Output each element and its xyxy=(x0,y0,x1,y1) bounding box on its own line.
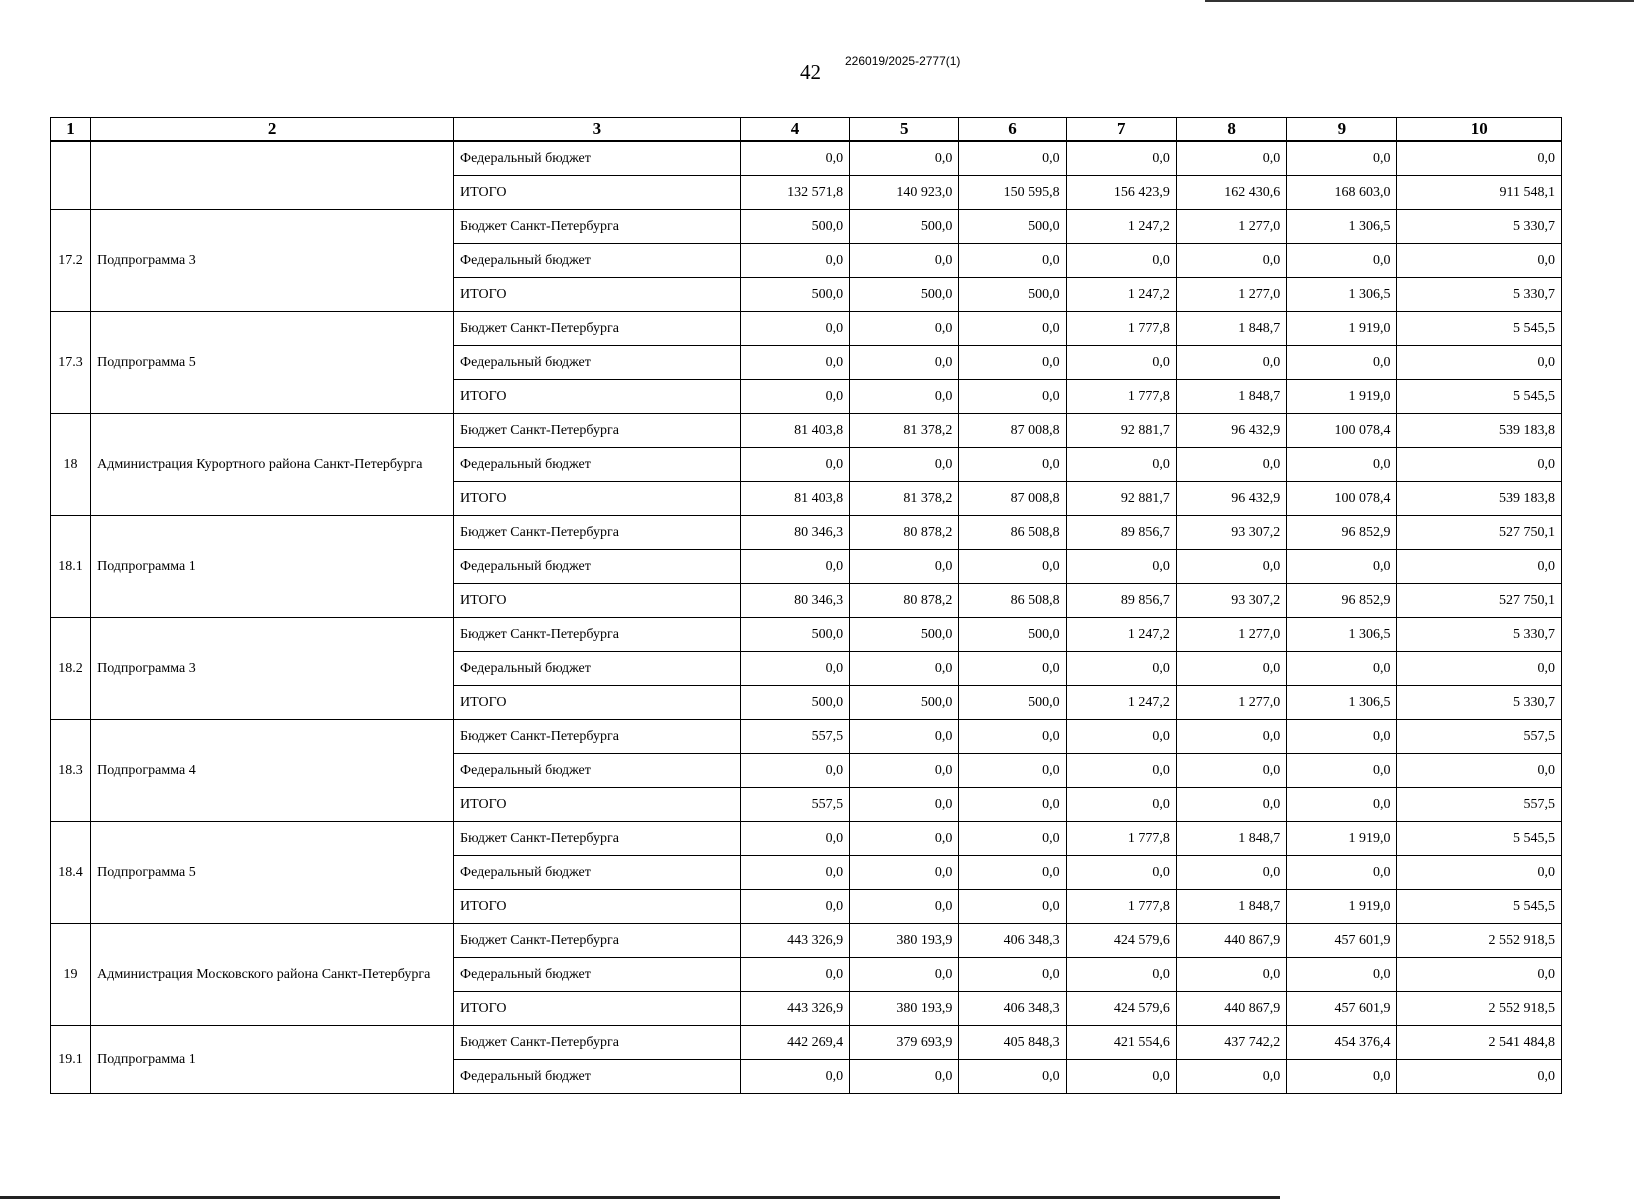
document-id: 226019/2025-2777(1) xyxy=(845,54,961,68)
funding-source: ИТОГО xyxy=(454,788,741,822)
amount-cell: 0,0 xyxy=(1176,550,1286,584)
amount-cell: 0,0 xyxy=(1066,958,1176,992)
funding-source: Бюджет Санкт-Петербурга xyxy=(454,822,741,856)
amount-cell: 0,0 xyxy=(1287,720,1397,754)
amount-cell: 500,0 xyxy=(850,618,959,652)
amount-cell: 0,0 xyxy=(850,652,959,686)
funding-source: Бюджет Санкт-Петербурга xyxy=(454,1026,741,1060)
amount-cell: 0,0 xyxy=(1066,788,1176,822)
amount-cell: 1 306,5 xyxy=(1287,210,1397,244)
amount-cell: 0,0 xyxy=(1287,652,1397,686)
table-row xyxy=(51,312,1562,346)
table-row xyxy=(51,618,1562,652)
amount-cell: 539 183,8 xyxy=(1397,482,1562,516)
amount-cell: 0,0 xyxy=(1066,720,1176,754)
funding-source: ИТОГО xyxy=(454,890,741,924)
amount-cell: 0,0 xyxy=(1176,1060,1286,1094)
amount-cell: 0,0 xyxy=(1287,346,1397,380)
amount-cell: 1 306,5 xyxy=(1287,686,1397,720)
amount-cell: 1 306,5 xyxy=(1287,278,1397,312)
amount-cell: 500,0 xyxy=(850,278,959,312)
row-code: 19 xyxy=(51,924,91,1026)
amount-cell: 500,0 xyxy=(959,618,1066,652)
amount-cell: 539 183,8 xyxy=(1397,414,1562,448)
amount-cell: 0,0 xyxy=(850,890,959,924)
amount-cell: 81 403,8 xyxy=(740,414,849,448)
amount-cell: 0,0 xyxy=(740,652,849,686)
funding-source: Федеральный бюджет xyxy=(454,141,741,176)
amount-cell: 557,5 xyxy=(740,720,849,754)
amount-cell: 2 552 918,5 xyxy=(1397,924,1562,958)
amount-cell: 379 693,9 xyxy=(850,1026,959,1060)
row-code: 18.3 xyxy=(51,720,91,822)
amount-cell: 0,0 xyxy=(1397,346,1562,380)
amount-cell: 406 348,3 xyxy=(959,924,1066,958)
amount-cell: 0,0 xyxy=(1066,448,1176,482)
amount-cell: 93 307,2 xyxy=(1176,516,1286,550)
amount-cell: 500,0 xyxy=(850,686,959,720)
budget-table xyxy=(50,117,1562,1094)
amount-cell: 500,0 xyxy=(959,210,1066,244)
amount-cell: 0,0 xyxy=(959,550,1066,584)
amount-cell: 1 919,0 xyxy=(1287,312,1397,346)
amount-cell: 80 878,2 xyxy=(850,516,959,550)
amount-cell: 1 277,0 xyxy=(1176,210,1286,244)
amount-cell: 1 247,2 xyxy=(1066,686,1176,720)
amount-cell: 156 423,9 xyxy=(1066,176,1176,210)
amount-cell: 0,0 xyxy=(959,958,1066,992)
amount-cell: 0,0 xyxy=(740,312,849,346)
amount-cell: 1 919,0 xyxy=(1287,380,1397,414)
amount-cell: 457 601,9 xyxy=(1287,992,1397,1026)
column-header: 7 xyxy=(1066,118,1176,142)
amount-cell: 1 777,8 xyxy=(1066,822,1176,856)
amount-cell: 80 346,3 xyxy=(740,584,849,618)
amount-cell: 0,0 xyxy=(1287,856,1397,890)
amount-cell: 168 603,0 xyxy=(1287,176,1397,210)
amount-cell: 1 777,8 xyxy=(1066,890,1176,924)
column-header: 6 xyxy=(959,118,1066,142)
amount-cell: 500,0 xyxy=(959,278,1066,312)
amount-cell: 0,0 xyxy=(740,822,849,856)
amount-cell: 500,0 xyxy=(850,210,959,244)
funding-source: Федеральный бюджет xyxy=(454,856,741,890)
row-code xyxy=(51,141,91,210)
amount-cell: 89 856,7 xyxy=(1066,516,1176,550)
amount-cell: 5 330,7 xyxy=(1397,278,1562,312)
amount-cell: 0,0 xyxy=(1287,788,1397,822)
row-name: Подпрограмма 5 xyxy=(91,312,454,414)
amount-cell: 100 078,4 xyxy=(1287,414,1397,448)
amount-cell: 1 919,0 xyxy=(1287,890,1397,924)
amount-cell: 0,0 xyxy=(1287,1060,1397,1094)
funding-source: Федеральный бюджет xyxy=(454,448,741,482)
amount-cell: 0,0 xyxy=(1066,856,1176,890)
amount-cell: 0,0 xyxy=(1066,652,1176,686)
amount-cell: 424 579,6 xyxy=(1066,992,1176,1026)
amount-cell: 81 378,2 xyxy=(850,482,959,516)
amount-cell: 0,0 xyxy=(1397,141,1562,176)
amount-cell: 406 348,3 xyxy=(959,992,1066,1026)
amount-cell: 1 777,8 xyxy=(1066,312,1176,346)
amount-cell: 424 579,6 xyxy=(1066,924,1176,958)
amount-cell: 2 552 918,5 xyxy=(1397,992,1562,1026)
amount-cell: 0,0 xyxy=(1287,550,1397,584)
amount-cell: 132 571,8 xyxy=(740,176,849,210)
amount-cell: 1 277,0 xyxy=(1176,686,1286,720)
amount-cell: 1 277,0 xyxy=(1176,618,1286,652)
amount-cell: 1 919,0 xyxy=(1287,822,1397,856)
amount-cell: 0,0 xyxy=(740,890,849,924)
amount-cell: 96 852,9 xyxy=(1287,584,1397,618)
amount-cell: 0,0 xyxy=(959,312,1066,346)
amount-cell: 0,0 xyxy=(850,788,959,822)
amount-cell: 0,0 xyxy=(1066,550,1176,584)
amount-cell: 0,0 xyxy=(740,141,849,176)
amount-cell: 0,0 xyxy=(850,312,959,346)
amount-cell: 1 848,7 xyxy=(1176,822,1286,856)
funding-source: ИТОГО xyxy=(454,380,741,414)
amount-cell: 500,0 xyxy=(959,686,1066,720)
amount-cell: 0,0 xyxy=(959,890,1066,924)
amount-cell: 0,0 xyxy=(740,754,849,788)
funding-source: ИТОГО xyxy=(454,176,741,210)
amount-cell: 0,0 xyxy=(1176,788,1286,822)
amount-cell: 0,0 xyxy=(1176,856,1286,890)
amount-cell: 0,0 xyxy=(959,346,1066,380)
amount-cell: 440 867,9 xyxy=(1176,924,1286,958)
funding-source: ИТОГО xyxy=(454,992,741,1026)
amount-cell: 2 541 484,8 xyxy=(1397,1026,1562,1060)
amount-cell: 86 508,8 xyxy=(959,516,1066,550)
table-row xyxy=(51,516,1562,550)
amount-cell: 437 742,2 xyxy=(1176,1026,1286,1060)
amount-cell: 87 008,8 xyxy=(959,414,1066,448)
funding-source: Бюджет Санкт-Петербурга xyxy=(454,720,741,754)
amount-cell: 380 193,9 xyxy=(850,924,959,958)
amount-cell: 96 432,9 xyxy=(1176,414,1286,448)
funding-source: Федеральный бюджет xyxy=(454,652,741,686)
table-row xyxy=(51,1026,1562,1060)
amount-cell: 0,0 xyxy=(959,856,1066,890)
amount-cell: 0,0 xyxy=(740,1060,849,1094)
amount-cell: 0,0 xyxy=(959,244,1066,278)
funding-source: Федеральный бюджет xyxy=(454,754,741,788)
amount-cell: 89 856,7 xyxy=(1066,584,1176,618)
amount-cell: 0,0 xyxy=(850,346,959,380)
column-header: 3 xyxy=(454,118,741,142)
row-code: 17.2 xyxy=(51,210,91,312)
amount-cell: 380 193,9 xyxy=(850,992,959,1026)
table-row xyxy=(51,210,1562,244)
table-row xyxy=(51,141,1562,176)
amount-cell: 5 545,5 xyxy=(1397,822,1562,856)
row-code: 18.1 xyxy=(51,516,91,618)
amount-cell: 500,0 xyxy=(740,278,849,312)
table-body xyxy=(51,141,1562,1094)
amount-cell: 5 330,7 xyxy=(1397,210,1562,244)
funding-source: Федеральный бюджет xyxy=(454,244,741,278)
amount-cell: 443 326,9 xyxy=(740,924,849,958)
amount-cell: 443 326,9 xyxy=(740,992,849,1026)
funding-source: Бюджет Санкт-Петербурга xyxy=(454,312,741,346)
amount-cell: 5 545,5 xyxy=(1397,380,1562,414)
amount-cell: 5 330,7 xyxy=(1397,618,1562,652)
amount-cell: 0,0 xyxy=(959,788,1066,822)
funding-source: Федеральный бюджет xyxy=(454,958,741,992)
amount-cell: 527 750,1 xyxy=(1397,584,1562,618)
table-row xyxy=(51,720,1562,754)
amount-cell: 440 867,9 xyxy=(1176,992,1286,1026)
amount-cell: 557,5 xyxy=(1397,788,1562,822)
amount-cell: 0,0 xyxy=(850,958,959,992)
amount-cell: 500,0 xyxy=(740,618,849,652)
row-code: 17.3 xyxy=(51,312,91,414)
column-header: 1 xyxy=(51,118,91,142)
amount-cell: 0,0 xyxy=(1176,346,1286,380)
amount-cell: 93 307,2 xyxy=(1176,584,1286,618)
amount-cell: 92 881,7 xyxy=(1066,414,1176,448)
amount-cell: 0,0 xyxy=(850,720,959,754)
amount-cell: 0,0 xyxy=(1176,448,1286,482)
amount-cell: 0,0 xyxy=(959,754,1066,788)
amount-cell: 457 601,9 xyxy=(1287,924,1397,958)
table-header xyxy=(51,118,1562,142)
amount-cell: 0,0 xyxy=(1066,141,1176,176)
row-name: Подпрограмма 1 xyxy=(91,1026,454,1094)
amount-cell: 1 247,2 xyxy=(1066,210,1176,244)
amount-cell: 0,0 xyxy=(1397,652,1562,686)
row-name: Подпрограмма 4 xyxy=(91,720,454,822)
amount-cell: 0,0 xyxy=(740,448,849,482)
column-header: 8 xyxy=(1176,118,1286,142)
amount-cell: 0,0 xyxy=(1397,1060,1562,1094)
row-name xyxy=(91,141,454,210)
amount-cell: 0,0 xyxy=(850,550,959,584)
amount-cell: 0,0 xyxy=(1287,141,1397,176)
table-row xyxy=(51,924,1562,958)
amount-cell: 1 848,7 xyxy=(1176,312,1286,346)
amount-cell: 80 878,2 xyxy=(850,584,959,618)
amount-cell: 1 247,2 xyxy=(1066,278,1176,312)
amount-cell: 92 881,7 xyxy=(1066,482,1176,516)
amount-cell: 80 346,3 xyxy=(740,516,849,550)
amount-cell: 86 508,8 xyxy=(959,584,1066,618)
amount-cell: 0,0 xyxy=(850,822,959,856)
amount-cell: 5 330,7 xyxy=(1397,686,1562,720)
funding-source: Бюджет Санкт-Петербурга xyxy=(454,618,741,652)
amount-cell: 0,0 xyxy=(1176,141,1286,176)
funding-source: Бюджет Санкт-Петербурга xyxy=(454,414,741,448)
amount-cell: 0,0 xyxy=(959,1060,1066,1094)
amount-cell: 96 432,9 xyxy=(1176,482,1286,516)
amount-cell: 0,0 xyxy=(740,550,849,584)
row-code: 18.2 xyxy=(51,618,91,720)
row-code: 18.4 xyxy=(51,822,91,924)
amount-cell: 0,0 xyxy=(959,720,1066,754)
amount-cell: 0,0 xyxy=(1176,958,1286,992)
header-row xyxy=(51,118,1562,142)
amount-cell: 0,0 xyxy=(740,958,849,992)
amount-cell: 1 247,2 xyxy=(1066,618,1176,652)
amount-cell: 0,0 xyxy=(1066,346,1176,380)
column-header: 9 xyxy=(1287,118,1397,142)
row-name: Администрация Курортного района Санкт-Петербурга xyxy=(91,414,454,516)
amount-cell: 0,0 xyxy=(850,448,959,482)
amount-cell: 557,5 xyxy=(740,788,849,822)
amount-cell: 0,0 xyxy=(1287,244,1397,278)
funding-source: Бюджет Санкт-Петербурга xyxy=(454,924,741,958)
amount-cell: 0,0 xyxy=(1176,720,1286,754)
amount-cell: 5 545,5 xyxy=(1397,890,1562,924)
amount-cell: 500,0 xyxy=(740,210,849,244)
amount-cell: 0,0 xyxy=(740,856,849,890)
amount-cell: 0,0 xyxy=(1176,754,1286,788)
row-name: Подпрограмма 1 xyxy=(91,516,454,618)
amount-cell: 1 306,5 xyxy=(1287,618,1397,652)
table-row xyxy=(51,414,1562,448)
amount-cell: 0,0 xyxy=(1397,244,1562,278)
amount-cell: 0,0 xyxy=(740,244,849,278)
amount-cell: 5 545,5 xyxy=(1397,312,1562,346)
row-name: Подпрограмма 3 xyxy=(91,618,454,720)
bottom-scan-rule xyxy=(0,1196,1280,1199)
column-header: 4 xyxy=(740,118,849,142)
amount-cell: 96 852,9 xyxy=(1287,516,1397,550)
amount-cell: 0,0 xyxy=(740,346,849,380)
amount-cell: 1 277,0 xyxy=(1176,278,1286,312)
amount-cell: 100 078,4 xyxy=(1287,482,1397,516)
amount-cell: 0,0 xyxy=(1397,958,1562,992)
row-code: 18 xyxy=(51,414,91,516)
amount-cell: 1 777,8 xyxy=(1066,380,1176,414)
row-code: 19.1 xyxy=(51,1026,91,1094)
page-number: 42 xyxy=(800,60,821,84)
funding-source: ИТОГО xyxy=(454,482,741,516)
amount-cell: 0,0 xyxy=(959,652,1066,686)
amount-cell: 0,0 xyxy=(1287,754,1397,788)
amount-cell: 0,0 xyxy=(850,1060,959,1094)
amount-cell: 0,0 xyxy=(1066,244,1176,278)
amount-cell: 0,0 xyxy=(1287,958,1397,992)
amount-cell: 150 595,8 xyxy=(959,176,1066,210)
amount-cell: 0,0 xyxy=(1397,550,1562,584)
amount-cell: 911 548,1 xyxy=(1397,176,1562,210)
amount-cell: 140 923,0 xyxy=(850,176,959,210)
top-scan-rule xyxy=(1205,0,1634,2)
amount-cell: 0,0 xyxy=(1287,448,1397,482)
amount-cell: 0,0 xyxy=(850,141,959,176)
amount-cell: 0,0 xyxy=(1397,856,1562,890)
amount-cell: 162 430,6 xyxy=(1176,176,1286,210)
column-header: 10 xyxy=(1397,118,1562,142)
row-name: Подпрограмма 5 xyxy=(91,822,454,924)
amount-cell: 0,0 xyxy=(1397,754,1562,788)
amount-cell: 527 750,1 xyxy=(1397,516,1562,550)
amount-cell: 81 403,8 xyxy=(740,482,849,516)
amount-cell: 0,0 xyxy=(959,448,1066,482)
column-header: 2 xyxy=(91,118,454,142)
amount-cell: 405 848,3 xyxy=(959,1026,1066,1060)
funding-source: Бюджет Санкт-Петербурга xyxy=(454,516,741,550)
amount-cell: 0,0 xyxy=(850,754,959,788)
amount-cell: 500,0 xyxy=(740,686,849,720)
funding-source: ИТОГО xyxy=(454,278,741,312)
amount-cell: 0,0 xyxy=(850,380,959,414)
funding-source: Федеральный бюджет xyxy=(454,550,741,584)
amount-cell: 87 008,8 xyxy=(959,482,1066,516)
amount-cell: 0,0 xyxy=(850,244,959,278)
amount-cell: 0,0 xyxy=(959,380,1066,414)
amount-cell: 0,0 xyxy=(1176,652,1286,686)
amount-cell: 454 376,4 xyxy=(1287,1026,1397,1060)
amount-cell: 1 848,7 xyxy=(1176,890,1286,924)
amount-cell: 442 269,4 xyxy=(740,1026,849,1060)
amount-cell: 0,0 xyxy=(1066,754,1176,788)
funding-source: Бюджет Санкт-Петербурга xyxy=(454,210,741,244)
table-row xyxy=(51,822,1562,856)
amount-cell: 81 378,2 xyxy=(850,414,959,448)
amount-cell: 1 848,7 xyxy=(1176,380,1286,414)
funding-source: ИТОГО xyxy=(454,686,741,720)
amount-cell: 0,0 xyxy=(740,380,849,414)
funding-source: ИТОГО xyxy=(454,584,741,618)
amount-cell: 0,0 xyxy=(1176,244,1286,278)
amount-cell: 0,0 xyxy=(959,822,1066,856)
funding-source: Федеральный бюджет xyxy=(454,346,741,380)
column-header: 5 xyxy=(850,118,959,142)
amount-cell: 0,0 xyxy=(850,856,959,890)
amount-cell: 0,0 xyxy=(959,141,1066,176)
amount-cell: 0,0 xyxy=(1066,1060,1176,1094)
amount-cell: 557,5 xyxy=(1397,720,1562,754)
funding-source: Федеральный бюджет xyxy=(454,1060,741,1094)
amount-cell: 421 554,6 xyxy=(1066,1026,1176,1060)
row-name: Администрация Московского района Санкт-Петербурга xyxy=(91,924,454,1026)
amount-cell: 0,0 xyxy=(1397,448,1562,482)
row-name: Подпрограмма 3 xyxy=(91,210,454,312)
